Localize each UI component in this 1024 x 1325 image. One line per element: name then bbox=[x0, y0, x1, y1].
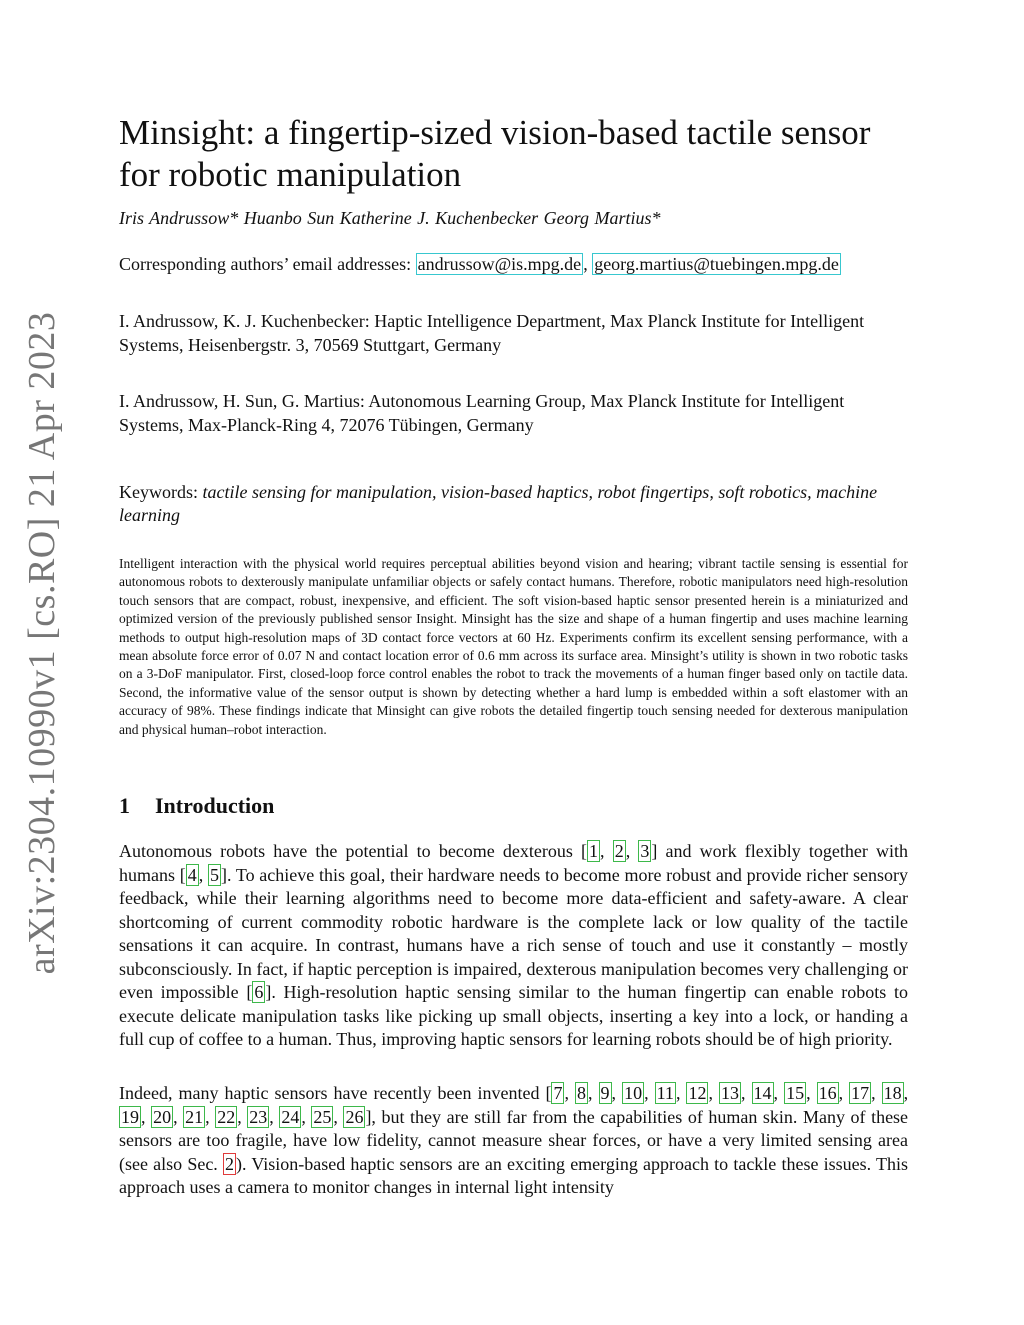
text-run: Autonomous robots have the potential to become dexterous [ bbox=[119, 841, 588, 861]
citation-link[interactable]: 23 bbox=[249, 1106, 268, 1127]
text-run: Indeed, many haptic sensors have recently been invented [ bbox=[119, 1083, 552, 1103]
intro-paragraph-1: Autonomous robots have the potential to become dexterous [ 1 , 2 , 3 ] and work flexibly together with humans [ 4 , 5 ]. To achieve this goal, their hardware needs to become more robust and provide richer sensory feedback, while their learning algorithms need to become more data-efficient and safety-aware. A clear shortcoming of current commodity robotic hardware is the complete lack or low quality of the tactile sensations it can acquire. In contrast, humans have a rich sense of touch and use it constantly – mostly subconsciously. In fact, if haptic perception is impaired, dexterous manipulation becomes very challenging or even impossible [ 6 ]. High-resolution haptic sensing similar to the human fingertip can enable robots to execute delicate manipulation tasks like picking up small objects, inserting a key into a lock, or handing a full cup of coffee to a human. Thus, improving haptic sensors for learning robots should be of high priority. bbox=[119, 841, 909, 1049]
intro-paragraph-2 bbox=[119, 1082, 908, 1200]
citation-link[interactable]: 22 bbox=[217, 1106, 236, 1127]
affiliation-autonomous-learning: I. Andrussow, H. Sun, G. Martius: Autonomous Learning Group, Max Planck Institute for Intelligent Systems, Max-Planck-Ring 4, 72076 Tübingen, Germany bbox=[119, 391, 845, 435]
citation-link[interactable]: 2 bbox=[614, 841, 624, 861]
abstract: Intelligent interaction with the physical world requires perceptual abilities beyond vision and hearing; vibrant tactile sensing is essential for autonomous robots to dexterously manipulate unfamiliar objects or safely contact humans. Therefore, robotic manipulators need high-resolution touch sensors that are compact, robust, inexpensive, and efficient. The soft vision-based haptic sensor presented herein is a miniaturized and optimized version of the previously published sensor Insight. Minsight has the size and shape of a human fingertip and uses machine learning methods to output high-resolution maps of 3D contact force vectors at 60 Hz. Experiments confirm its excellent sensing performance, with a mean absolute force error of 0.07 N and contact location error of 0.6 mm across its surface area. Minsight’s utility is shown in two robotic tasks on a 3-DoF manipulator. First, closed-loop force control enables the robot to track the movements of a human finger based only on tactile data. Second, the informative value of the sensor output is shown by detecting whether a hard lump is embedded within a soft elastomer with an accuracy of 98%. These findings indicate that Minsight can give robots the detailed fingertip touch sensing needed for dexterous manipulation and physical human–robot interaction. bbox=[119, 556, 908, 737]
citation-link[interactable]: 9 bbox=[600, 1083, 610, 1103]
citation-link[interactable]: 11 bbox=[656, 1083, 674, 1103]
citation-link[interactable]: 12 bbox=[688, 1083, 707, 1103]
citation-list: 7 , 8 , 9 , 10 , 11 , 12 , 13 , 14 , 15 , 16 , 17 , 18 , 19 , 20 , 21 , 22 , 23 , 24 , 25 , 26 bbox=[121, 1083, 909, 1127]
email-link-martius[interactable]: georg.martius@tuebingen.mpg.de bbox=[594, 254, 839, 274]
citation-link[interactable]: 4 bbox=[187, 864, 197, 885]
email-prefix: Corresponding authors’ email addresses: bbox=[119, 254, 416, 274]
section-title: Introduction bbox=[155, 793, 275, 818]
citation-link[interactable]: 25 bbox=[313, 1106, 332, 1127]
citation-link[interactable]: 26 bbox=[345, 1106, 364, 1127]
email-separator: , bbox=[583, 254, 593, 274]
corresponding-emails bbox=[119, 252, 908, 276]
section-heading-introduction bbox=[119, 793, 908, 819]
citation-link[interactable]: 7 bbox=[553, 1083, 563, 1103]
paper-title: Minsight: a fingertip-sized vision-based tactile sensor for robotic manipulation bbox=[119, 113, 871, 194]
text-run: ). Vision-based haptic sensors are an exciting emerging approach to tackle these issues. This approach uses a camera to monitor changes in internal light intensity bbox=[119, 1153, 908, 1197]
citation-link[interactable]: 17 bbox=[851, 1083, 870, 1103]
citation-link[interactable]: 20 bbox=[153, 1106, 172, 1127]
citation-link[interactable]: 16 bbox=[818, 1083, 837, 1103]
citation-link[interactable]: 10 bbox=[624, 1083, 643, 1103]
arxiv-identifier: arXiv:2304.10990v1 [cs.RO] 21 Apr 2023 bbox=[21, 311, 63, 975]
citation-link[interactable]: 5 bbox=[209, 864, 219, 885]
citation-link[interactable]: 13 bbox=[721, 1083, 739, 1103]
keywords-text: tactile sensing for manipulation, vision-based haptics, robot fingertips, soft robotics, machine learning bbox=[119, 482, 878, 525]
section-number: 1 bbox=[119, 793, 130, 818]
keywords-label: Keywords: bbox=[119, 482, 203, 502]
text-run: ]. To achieve this goal, their hardware needs to become more robust and provide richer sensory feedback, while their learning algorithms need to become more data-efficient and safety-aware. A clear shortcoming of current commodity robotic hardware is the complete lack or low quality of the tactile sensations it can acquire. In contrast, humans have a rich sense of touch and use it constantly – mostly subconsciously. In fact, if haptic perception is impaired, dexterous manipulation becomes very challenging or even impossible [ bbox=[119, 864, 908, 1002]
citation-link[interactable]: 6 bbox=[254, 982, 264, 1002]
text-run: ]. High-resolution haptic sensing similar to the human fingertip can enable robots to execute delicate manipulation tasks like picking up small objects, inserting a key into a lock, or handing a full cup of coffee to a human. Thus, improving haptic sensors for learning robots should be of high priority. bbox=[119, 982, 908, 1049]
arxiv-sidebar-stamp bbox=[20, 311, 64, 975]
citation-link[interactable]: 19 bbox=[121, 1106, 139, 1127]
citation-link[interactable]: 8 bbox=[577, 1083, 586, 1103]
author-list: Iris Andrussow* Huanbo Sun Katherine J. Kuchenbecker Georg Martius* bbox=[119, 208, 661, 228]
citation-link[interactable]: 24 bbox=[281, 1106, 300, 1127]
section-reference-link[interactable]: 2 bbox=[224, 1153, 234, 1174]
affiliation-haptic-intelligence: I. Andrussow, K. J. Kuchenbecker: Haptic Intelligence Department, Max Planck Institute for Intelligent Systems, Heisenbergstr. 3, 70569 Stuttgart, Germany bbox=[119, 311, 865, 355]
citation-link[interactable]: 18 bbox=[883, 1083, 902, 1103]
citation-link[interactable]: 21 bbox=[185, 1106, 204, 1127]
citation-link[interactable]: 14 bbox=[753, 1083, 772, 1103]
citation-link[interactable]: 1 bbox=[589, 841, 599, 861]
citation-link[interactable]: 3 bbox=[640, 841, 650, 861]
email-link-andrussow[interactable]: andrussow@is.mpg.de bbox=[417, 254, 582, 274]
citation-link[interactable]: 15 bbox=[786, 1083, 805, 1103]
keywords bbox=[119, 481, 908, 527]
text-run: ], but they are still far from the capabilities of human skin. Many of these sensors are too fragile, have low fidelity, cannot measure shear forces, or have a very limited sensing area (see also Sec. bbox=[119, 1106, 909, 1174]
text-run: ] and work flexibly together with humans [ bbox=[119, 841, 909, 885]
